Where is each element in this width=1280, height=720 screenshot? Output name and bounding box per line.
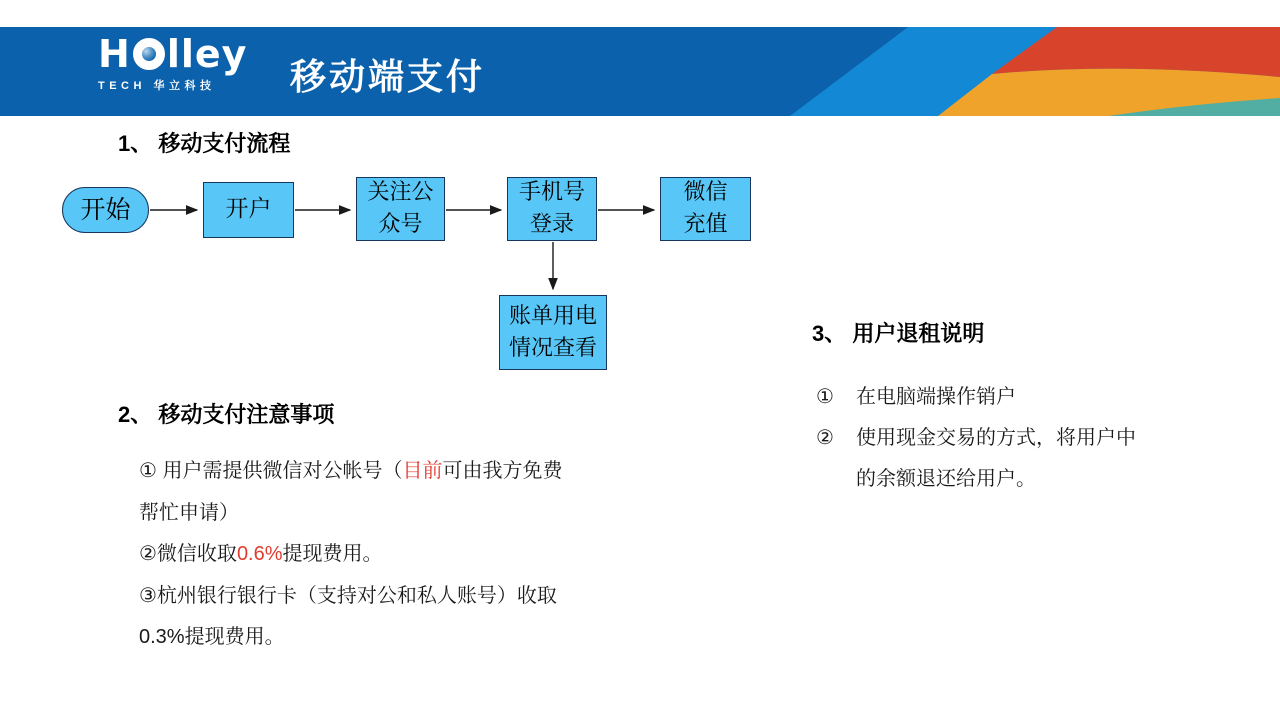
logo-tagline: TECH 华立科技 <box>98 80 216 92</box>
flow-node-follow-official-account <box>356 177 445 241</box>
list-item-text: 的余额退还给用户。 <box>856 468 1036 490</box>
note-text: 帮忙申请） <box>139 501 239 524</box>
flow-node-start <box>62 187 149 233</box>
list-item-text: 在电脑端操作销户 <box>856 386 1016 408</box>
note-line <box>139 534 563 576</box>
flow-node-phone-login-label: 手机号 登录 <box>518 180 585 237</box>
flow-node-phone-login <box>507 177 597 241</box>
holley-wordmark <box>98 32 248 76</box>
note-text: 0.3%提现费用。 <box>139 626 285 648</box>
note-text: ③杭州银行银行卡（支持对公和私人账号）收取 <box>139 584 557 607</box>
refund-list <box>816 377 1136 500</box>
header-band <box>0 27 1280 116</box>
refund-section-heading: 3、 用户退租说明 <box>812 321 985 346</box>
flow-section-heading: 1、 移动支付流程 <box>118 131 291 156</box>
refund-list-item <box>816 459 1136 500</box>
notes-body <box>139 451 563 659</box>
flow-node-bill-usage-check <box>499 295 607 370</box>
highlighted-red-text: 0.6% <box>236 543 283 565</box>
note-line <box>139 451 563 493</box>
list-marker: ② <box>816 427 834 449</box>
list-marker <box>816 459 856 500</box>
note-line <box>139 493 563 535</box>
flow-node-wechat-recharge-label: 微信 充值 <box>683 180 728 237</box>
flow-node-follow-official-account-label: 关注公 众号 <box>367 180 434 237</box>
highlighted-red-text: 目前 <box>402 460 443 482</box>
page-title: 移动端支付 <box>290 56 486 97</box>
flow-node-open-account <box>203 182 294 238</box>
note-line <box>139 576 563 618</box>
flow-node-open-account-label: 开户 <box>225 196 272 223</box>
note-text: ②微信收取 <box>139 543 237 565</box>
notes-section-heading: 2、 移动支付注意事项 <box>118 402 335 427</box>
list-item-text: 使用现金交易的方式，将用户中 <box>856 427 1136 449</box>
flow-node-start-label: 开始 <box>80 194 131 224</box>
refund-list-item <box>816 377 1136 418</box>
logo-letters-lley: lley <box>166 32 248 76</box>
list-marker: ① <box>816 386 834 408</box>
flow-node-bill-usage-check-label: 账单用电 情况查看 <box>508 303 597 361</box>
note-text: 提现费用。 <box>282 543 383 565</box>
flow-node-wechat-recharge <box>660 177 751 241</box>
note-line <box>139 617 563 659</box>
note-text: 可由我方免费 <box>442 460 563 482</box>
logo-letter-h: H <box>98 32 131 76</box>
refund-list-item <box>816 418 1136 459</box>
note-text: ① 用户需提供微信对公帐号（ <box>139 460 403 482</box>
holley-logo-swirl-icon <box>133 38 165 70</box>
holley-logo <box>98 32 248 93</box>
